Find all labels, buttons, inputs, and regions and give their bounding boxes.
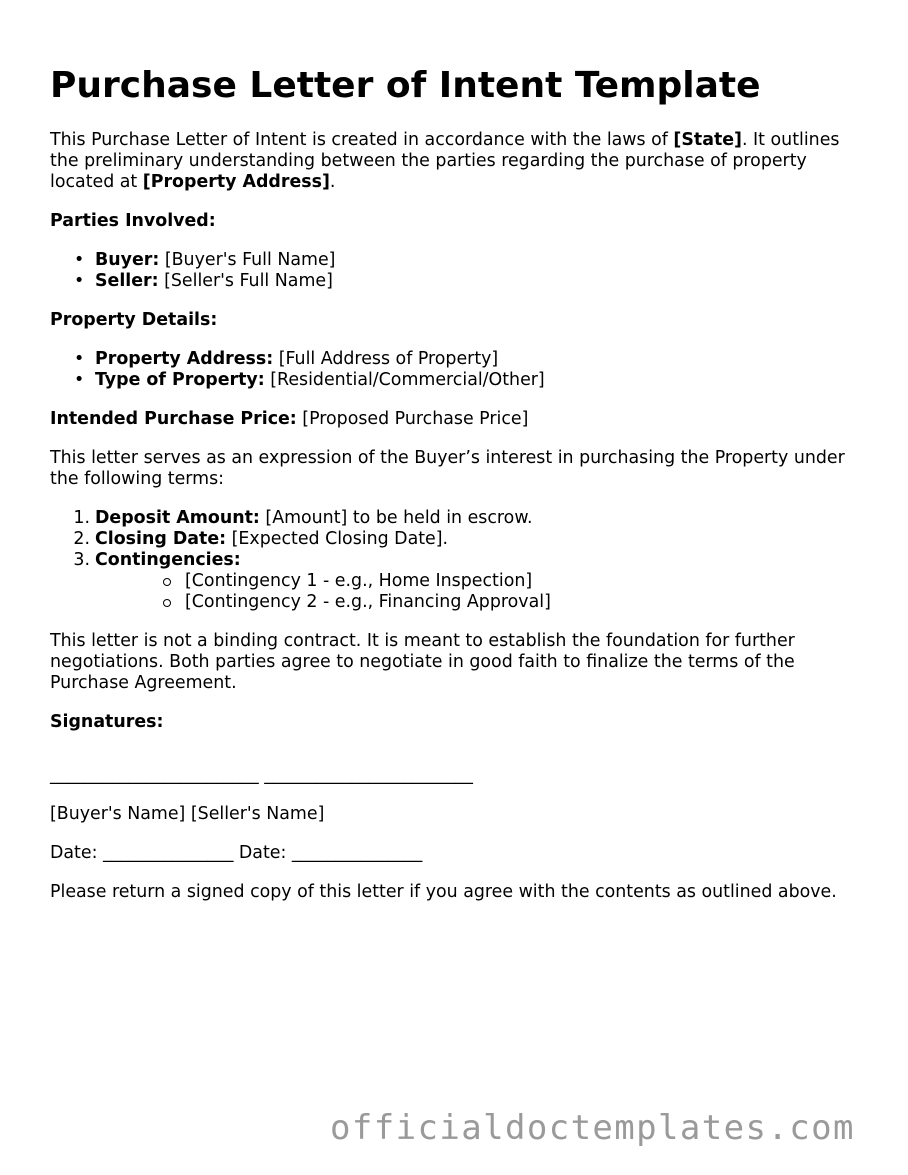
terms-list [50, 508, 870, 613]
seller-label: Seller: [95, 271, 159, 291]
signature-names: [Buyer's Name] [Seller's Name] [50, 804, 325, 824]
list-item [50, 271, 870, 292]
bullet-icon: • [74, 271, 85, 291]
closing-paragraph: Please return a signed copy of this letter if you agree with the contents as outlined above. [50, 882, 837, 902]
circle-bullet-icon [163, 599, 171, 607]
contingencies-list [95, 571, 870, 613]
intro-text-3: . [329, 172, 336, 192]
list-item [50, 250, 870, 271]
circle-bullet-icon [163, 578, 171, 586]
list-number: 1. [73, 508, 90, 528]
parties-heading: Parties Involved: [50, 211, 216, 231]
list-number: 2. [73, 529, 90, 549]
buyer-label: Buyer: [95, 250, 160, 270]
buyer-value: [Buyer's Full Name] [159, 250, 336, 270]
watermark: officialdoctemplates.com [330, 1108, 855, 1148]
intro-text-1: This Purchase Letter of Intent is created in accordance with the laws of [50, 130, 674, 150]
parties-list [50, 250, 870, 292]
document-page [50, 60, 870, 903]
price-value: [Proposed Purchase Price] [296, 409, 529, 429]
seller-value: [Seller's Full Name] [158, 271, 333, 291]
signatures-heading: Signatures: [50, 712, 164, 732]
property-address-value: [Full Address of Property] [273, 349, 499, 369]
bullet-icon: • [74, 250, 85, 270]
list-item [95, 571, 870, 592]
list-item [50, 349, 870, 370]
list-item [50, 529, 870, 550]
terms-intro: This letter serves as an expression of the Buyer’s interest in purchasing the Property under the following terms: [50, 448, 845, 489]
bullet-icon: • [74, 349, 85, 369]
contingencies-label: Contingencies: [95, 550, 241, 570]
property-list [50, 349, 870, 391]
price-label: Intended Purchase Price: [50, 409, 297, 429]
disclaimer-paragraph: This letter is not a binding contract. It is meant to establish the foundation for further negotiations. Both parties agree to negotiate in good faith to finalize the terms of the Purchase Agreement. [50, 631, 795, 693]
signature-lines: ________________________ ________________________ [50, 765, 473, 785]
contingency-1: [Contingency 1 - e.g., Home Inspection] [185, 571, 533, 591]
property-heading: Property Details: [50, 310, 218, 330]
contingency-2: [Contingency 2 - e.g., Financing Approval] [185, 592, 551, 612]
document-title: Purchase Letter of Intent Template [50, 65, 761, 106]
price-line [50, 409, 870, 430]
list-item [50, 550, 870, 613]
intro-text-2: . It outlines the preliminary understanding between the parties regarding the purchase of property located at [50, 130, 840, 192]
property-type-label: Type of Property: [95, 370, 265, 390]
property-type-value: [Residential/Commercial/Other] [264, 370, 545, 390]
list-item [95, 592, 870, 613]
list-item [50, 508, 870, 529]
state-placeholder: [State] [673, 130, 742, 150]
list-item [50, 370, 870, 391]
property-address-label: Property Address: [95, 349, 274, 369]
closing-date-value: [Expected Closing Date]. [226, 529, 449, 549]
closing-date-label: Closing Date: [95, 529, 227, 549]
deposit-label: Deposit Amount: [95, 508, 260, 528]
signature-dates: Date: _______________ Date: _______________ [50, 843, 423, 863]
deposit-value: [Amount] to be held in escrow. [259, 508, 533, 528]
bullet-icon: • [74, 370, 85, 390]
list-number: 3. [73, 550, 90, 570]
property-address-placeholder: [Property Address] [142, 172, 330, 192]
intro-paragraph [50, 130, 870, 193]
